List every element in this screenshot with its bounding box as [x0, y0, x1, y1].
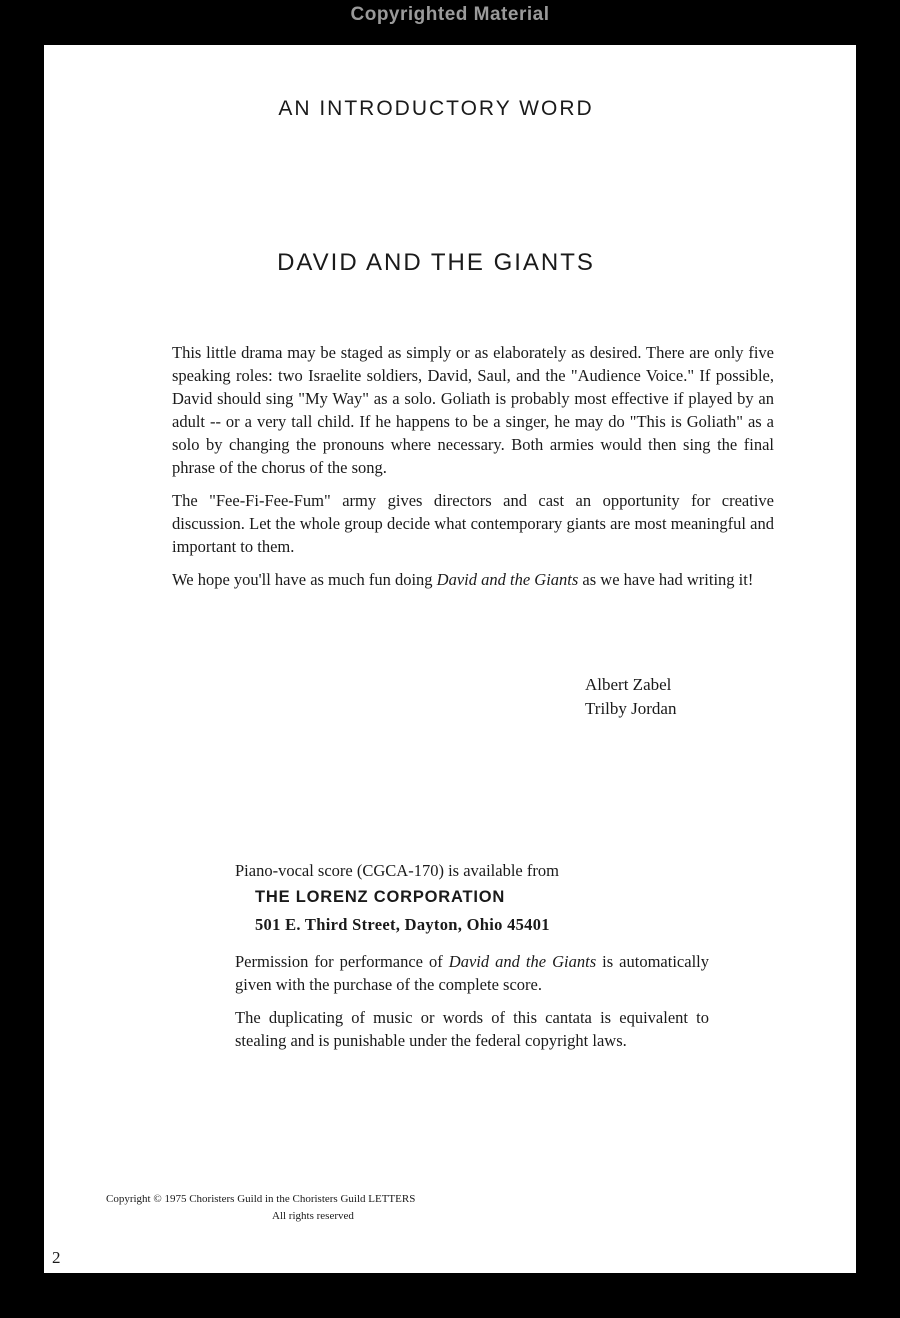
- paragraph-staging: This little drama may be staged as simply or as elaborately as desired. There are only five speaking roles: two Israelite soldiers, David, Saul, and the "Audience Voice." If possible, David should sing "My Way" as a solo. Goliath is probably most effective if played by an adult -- or a very tall child. If he happens to be a singer, he may do "This is Goliath" as a solo by changing the pronouns where necessary. Both armies would then sing the final phrase of the chorus of the song.: [172, 343, 774, 477]
- intro-body: [172, 341, 774, 601]
- closing-text-start: We hope you'll have as much fun doing: [172, 570, 437, 589]
- publisher-info: [235, 859, 709, 1052]
- copyright-line: Copyright © 1975 Choristers Guild in the Choristers Guild LETTERS: [106, 1193, 416, 1205]
- intro-heading: AN INTRODUCTORY WORD: [278, 97, 594, 120]
- permission-text-end: is automatically given with the purchase of the complete score.: [235, 952, 709, 994]
- permission-text-start: Permission for performance of: [235, 952, 449, 971]
- closing-text-end: as we have had writing it!: [578, 570, 754, 589]
- rights-reserved: All rights reserved: [272, 1210, 354, 1222]
- signature-author-1: Albert Zabel: [585, 675, 672, 694]
- permission-work-title: David and the Giants: [448, 952, 597, 971]
- publisher-company: THE LORENZ CORPORATION: [255, 888, 506, 906]
- page-title: DAVID AND THE GIANTS: [277, 249, 595, 276]
- closing-work-title: David and the Giants: [436, 570, 579, 589]
- availability-note: Piano-vocal score (CGCA-170) is available from: [235, 861, 559, 880]
- paragraph-closing: [172, 568, 774, 591]
- duplication-warning: The duplicating of music or words of this cantata is equivalent to stealing and is punishable under the federal copyright laws.: [235, 1008, 709, 1050]
- paragraph-army: The "Fee-Fi-Fee-Fum" army gives directors and cast an opportunity for creative discussion. Let the whole group decide what contemporary giants are most meaningful and important to them.: [172, 491, 774, 556]
- copyright-banner: Copyrighted Material: [350, 4, 550, 25]
- copyright-notice: [106, 1191, 415, 1225]
- page-number: 2: [52, 1248, 61, 1267]
- publisher-address: 501 E. Third Street, Dayton, Ohio 45401: [255, 915, 550, 934]
- signature-author-2: Trilby Jordan: [585, 699, 677, 718]
- permission-notice: [235, 950, 709, 996]
- signatures: [585, 673, 676, 721]
- document-page: [44, 45, 856, 1273]
